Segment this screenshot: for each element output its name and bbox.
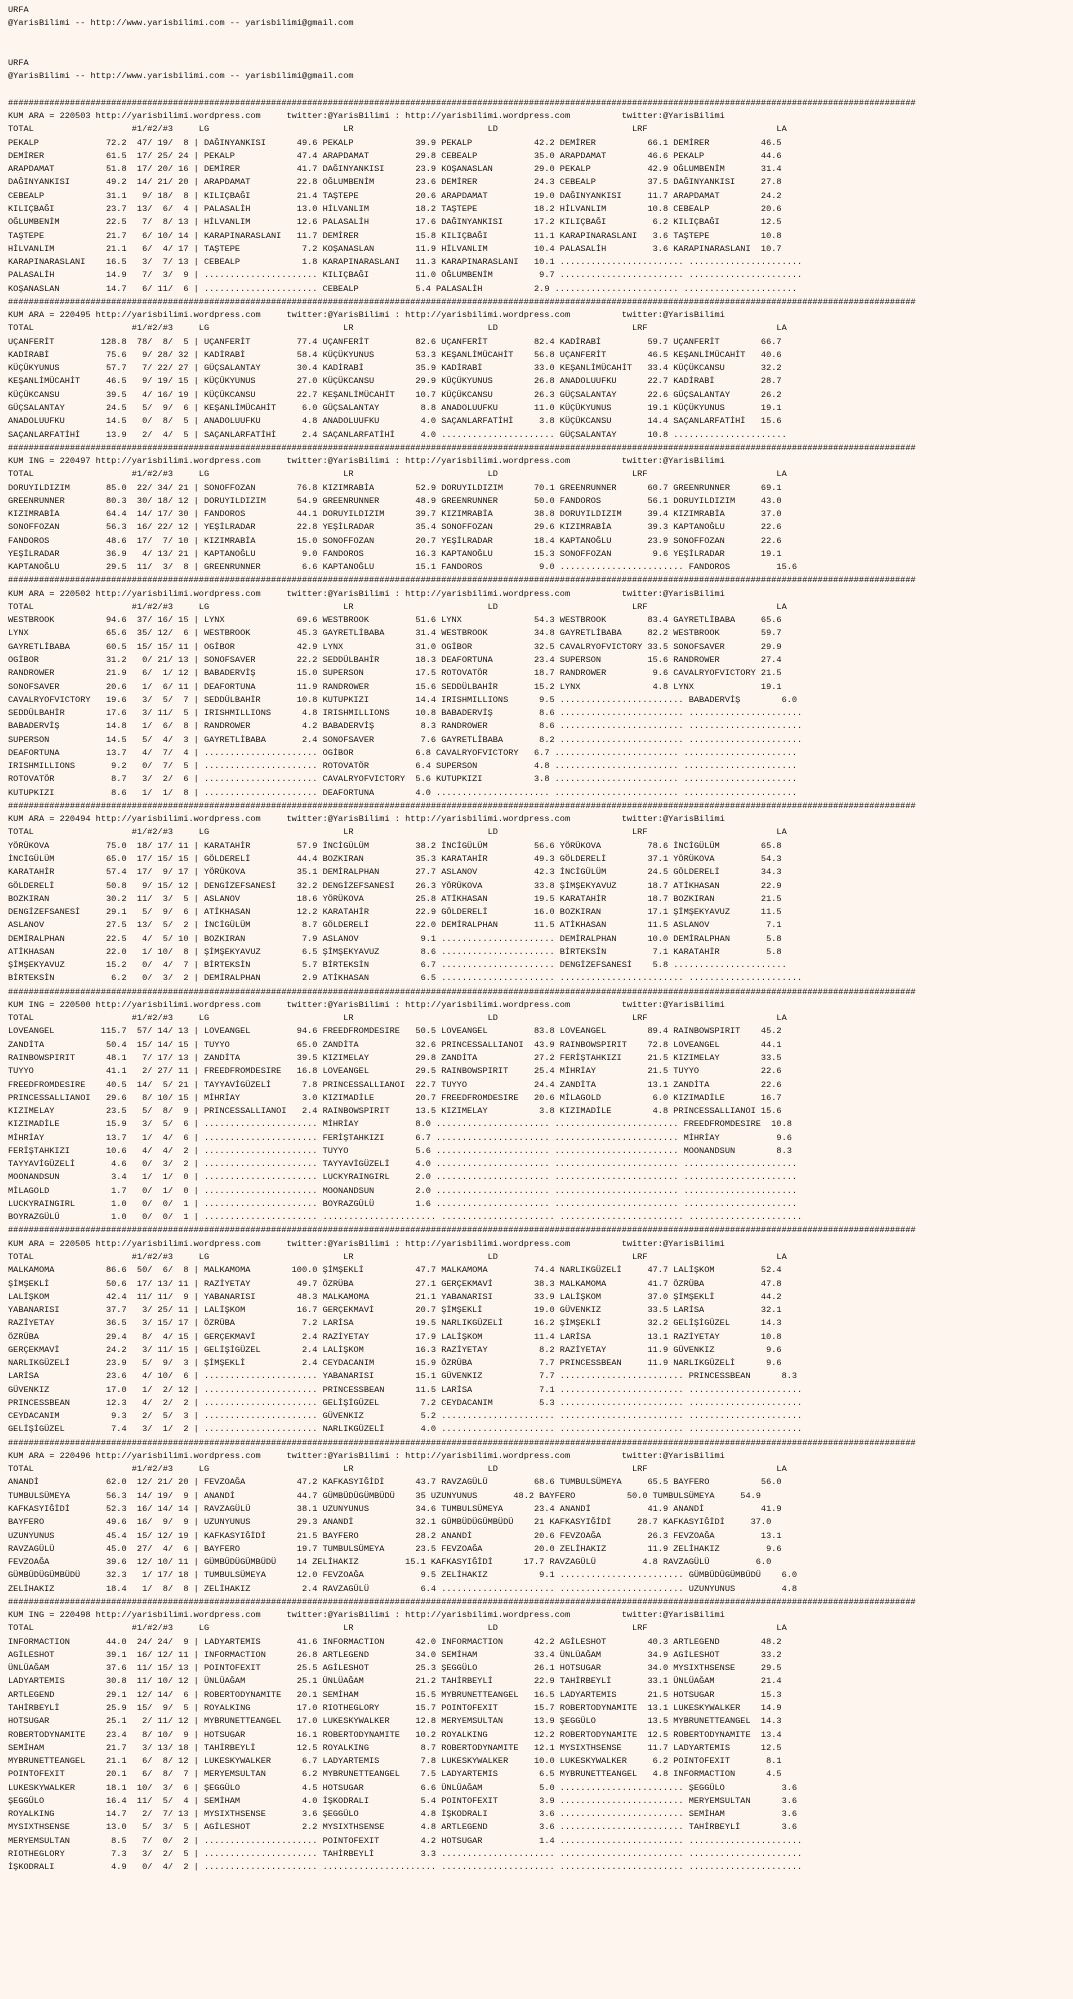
text-line: TOTAL #1/#2/#3 LG LR LD LRF LA	[8, 124, 787, 135]
text-line: CEYDACANIM 9.3 2/ 5/ 3 | ...................... GÜVENKIZ 5.2 ...................... ........................ ......................	[8, 1411, 803, 1422]
text-line: ANANDİ 62.0 12/ 21/ 20 | FEVZOAĞA 47.2 KAFKASYIĞİDİ 43.7 RAVZAGÜLÜ 68.6 TUMBULSÜMEYA 65.5 BAYFERO 56.0	[8, 1477, 782, 1488]
text-line: LOVEANGEL 115.7 57/ 14/ 13 | LOVEANGEL 94.6 FREEDFROMDESIRE 50.5 LOVEANGEL 83.8 LOVEANGEL 89.4 RAINBOWSPIRIT 45.2	[8, 1026, 782, 1037]
text-line: KILIÇBAĞI 23.7 13/ 6/ 4 | PALASALİH 13.0 HİLVANLIM 18.2 TAŞTEPE 18.2 HİLVANLIM 10.8 CEBEALP 20.6	[8, 203, 782, 214]
text-line: TOTAL #1/#2/#3 LG LR LD LRF LA	[8, 1013, 787, 1024]
text-line: MYSIXTHSENSE 13.0 5/ 3/ 5 | AGİLESHOT 2.2 MYSIXTHSENSE 4.8 ARTLEGEND 3.6 ........................ TAHİRBEYLİ 3.6	[8, 1822, 798, 1833]
text-line: IRISHMILLIONS 9.2 0/ 7/ 5 | ...................... ROTOVATÖR 6.4 SUPERSON 4.8 ........................ ......................	[8, 761, 798, 772]
text-line: HOTSUGAR 25.1 2/ 11/ 12 | MYBRUNETTEANGEL 17.0 LUKESKYWALKER 12.8 MERYEMSULTAN 13.9 ŞEGGÜLO 13.5 MYBRUNETTEANGEL 14.3	[8, 1716, 782, 1727]
text-line: CEBEALP 31.1 9/ 18/ 8 | KILIÇBAĞI 21.4 TAŞTEPE 20.6 ARAPDAMAT 19.0 DAĞINYANKISI 11.7 ARAPDAMAT 24.2	[8, 190, 782, 201]
text-line: RIOTHEGLORY 7.3 3/ 2/ 5 | ...................... TAHİRBEYLİ 3.3 ...................... ........................ ......................	[8, 1848, 803, 1859]
text-line: SONOFFOZAN 56.3 16/ 22/ 12 | YEŞİLRADAR 22.8 YEŞİLRADAR 35.4 SONOFFOZAN 29.6 KIZIMRABİA 39.3 KAPTANOĞLU 22.6	[8, 522, 782, 533]
text-line: KEŞANLİMÜCAHİT 46.5 9/ 19/ 15 | KÜÇÜKYUNUS 27.0 KÜÇÜKCANSU 29.9 KÜÇÜKYUNUS 26.8 ANADOLUUFKU 22.7 KADİRABİ 28.7	[8, 376, 782, 387]
text-line	[8, 84, 1065, 97]
text-line: ################################################################################################################################################################################	[8, 575, 916, 586]
text-line: ROYALKING 14.7 2/ 7/ 13 | MYSIXTHSENSE 3.6 ŞEGGÜLO 4.8 İŞKODRALI 3.6 ........................ SEMİHAM 3.6	[8, 1809, 798, 1820]
text-line: KIZIMELAY 23.5 5/ 8/ 9 | PRINCESSALLIANOI 2.4 RAINBOWSPIRIT 13.5 KIZIMELAY 3.8 KIZIMADİLE 4.8 PRINCESSALLIANOI 15.6	[8, 1106, 782, 1117]
text-line: TOTAL #1/#2/#3 LG LR LD LRF LA	[8, 469, 787, 480]
text-line: RAINBOWSPIRIT 48.1 7/ 17/ 13 | ZANDİTA 39.5 KIZIMELAY 29.8 ZANDİTA 27.2 FERİŞTAHKIZI 21.5 KIZIMELAY 33.5	[8, 1052, 782, 1063]
text-line: MYBRUNETTEANGEL 21.1 6/ 8/ 12 | LUKESKYWALKER 6.7 LADYARTEMIS 7.8 LUKESKYWALKER 10.0 LUKESKYWALKER 6.2 POINTOFEXIT 8.1	[8, 1756, 782, 1767]
text-line: POINTOFEXIT 20.1 6/ 8/ 7 | MERYEMSULTAN 6.2 MYBRUNETTEANGEL 7.5 LADYARTEMIS 6.5 MYBRUNETTEANGEL 4.8 INFORMACTION 4.5	[8, 1769, 782, 1780]
text-line: GÖLDERELİ 50.8 9/ 15/ 12 | DENGİZEFSANESİ 32.2 DENGİZEFSANESİ 26.3 YÖRÜKOVA 33.8 ŞİMŞEKYAVUZ 18.7 ATİKHASAN 22.9	[8, 880, 782, 891]
text-line: URFA	[8, 5, 29, 15]
text-line: MALKAMOMA 86.6 50/ 6/ 8 | MALKAMOMA 100.0 ŞİMŞEKLİ 47.7 MALKAMOMA 74.4 NARLIKGÜZELİ 47.7 LALİŞKOM 52.4	[8, 1265, 782, 1276]
text-line: TOTAL #1/#2/#3 LG LR LD LRF LA	[8, 601, 787, 612]
text-line: DEAFORTUNA 13.7 4/ 7/ 4 | ...................... OGİBOR 6.8 CAVALRYOFVICTORY 6.7 ........................ ......................	[8, 747, 798, 758]
text-line: HİLVANLIM 21.1 6/ 4/ 17 | TAŞTEPE 7.2 KOŞANASLAN 11.9 HİLVANLIM 10.4 PALASALİH 3.6 KARAPINARASLANI 10.7	[8, 243, 782, 254]
text-line: KIZIMRABİA 64.4 14/ 17/ 30 | FANDOROS 44.1 DORUYILDIZIM 39.7 KIZIMRABİA 38.8 DORUYILDIZIM 39.4 KIZIMRABİA 37.0	[8, 509, 782, 520]
text-line: BABADERVİŞ 14.8 1/ 6/ 8 | RANDROWER 4.2 BABADERVİŞ 8.3 RANDROWER 8.6 ........................ ......................	[8, 721, 803, 732]
text-line: KUM ARA = 220505 http://yarisbilimi.wordpress.com twitter:@YarisBilimi : http://yarisbilimi.wordpress.com twitter:@YarisBilimi	[8, 1238, 725, 1249]
text-line: KÜÇÜKYUNUS 57.7 7/ 22/ 27 | GÜÇSALANTAY 30.4 KADİRABİ 35.9 KADİRABİ 33.0 KEŞANLİMÜCAHİT 33.4 KÜÇÜKCANSU 32.2	[8, 363, 782, 374]
text-line: DORUYILDIZIM 85.0 22/ 34/ 21 | SONOFFOZAN 76.8 KIZIMRABİA 52.9 DORUYILDIZIM 70.1 GREENRUNNER 60.7 GREENRUNNER 69.1	[8, 482, 782, 493]
text-line: LYNX 65.6 35/ 12/ 6 | WESTBROOK 45.3 GAYRETLİBABA 31.4 WESTBROOK 34.8 GAYRETLİBABA 82.2 WESTBROOK 59.7	[8, 628, 782, 639]
text-line: FEVZOAĞA 39.6 12/ 10/ 11 | GÜMBÜDÜGÜMBÜDÜ 14 ZELİHAKIZ 15.1 KAFKASYIĞİDİ 17.7 RAVZAGÜLÜ 4.8 RAVZAGÜLÜ 6.0	[8, 1557, 772, 1568]
text-line: WESTBROOK 94.6 37/ 16/ 15 | LYNX 69.6 WESTBROOK 51.6 LYNX 54.3 WESTBROOK 83.4 GAYRETLİBABA 65.6	[8, 615, 782, 626]
text-line: YÖRÜKOVA 75.0 18/ 17/ 11 | KARATAHİR 57.9 İNCİGÜLÜM 38.2 İNCİGÜLÜM 56.6 YÖRÜKOVA 78.6 İNCİGÜLÜM 65.8	[8, 840, 782, 851]
text-line: ARAPDAMAT 51.8 17/ 20/ 16 | DEMİRER 41.7 DAĞINYANKISI 23.9 KOŞANASLAN 29.0 PEKALP 42.9 OĞLUMBENİM 31.4	[8, 164, 782, 175]
text-line: ROTOVATÖR 8.7 3/ 2/ 6 | ...................... CAVALRYOFVICTORY 5.6 KUTUPKIZI 3.8 ........................ ......................	[8, 774, 798, 785]
text-line: @YarisBilimi -- http://www.yarisbilimi.com -- yarisbilimi@gmail.com	[8, 71, 354, 82]
text-line: TOTAL #1/#2/#3 LG LR LD LRF LA	[8, 323, 787, 334]
text-line: OGİBOR 31.2 0/ 21/ 13 | SONOFSAVER 22.2 SEDDÜLBAHİR 18.3 DEAFORTUNA 23.4 SUPERSON 15.6 RANDROWER 27.4	[8, 655, 782, 666]
text-line: KAPTANOĞLU 29.5 11/ 3/ 8 | GREENRUNNER 6.6 KAPTANOĞLU 15.1 FANDOROS 9.0 ........................ FANDOROS 15.6	[8, 562, 798, 573]
text-line: ################################################################################################################################################################################	[8, 1225, 916, 1236]
text-line: TUMBULSÜMEYA 56.3 14/ 19/ 9 | ANANDİ 44.7 GÜMBÜDÜGÜMBÜDÜ 35 UZUNYUNUS 48.2 BAYFERO 50.0 TUMBULSÜMEYA 54.9	[8, 1490, 761, 1501]
text-line: NARLIKGÜZELİ 23.9 5/ 9/ 3 | ŞİMŞEKLİ 2.4 CEYDACANIM 15.9 ÖZRÜBA 7.7 PRINCESSBEAN 11.9 NARLIKGÜZELİ 9.6	[8, 1358, 782, 1369]
text-line: FREEDFROMDESIRE 40.5 14/ 5/ 21 | TAYYAVİGÜZELİ 7.8 PRINCESSALLIANOI 22.7 TUYYO 24.4 ZANDİTA 13.1 ZANDİTA 22.6	[8, 1079, 782, 1090]
text-line: FANDOROS 48.6 17/ 7/ 10 | KIZIMRABİA 15.0 SONOFFOZAN 20.7 YEŞİLRADAR 18.4 KAPTANOĞLU 23.9 SONOFFOZAN 22.6	[8, 535, 782, 546]
text-line: SAÇANLARFATİHİ 13.9 2/ 4/ 5 | SAÇANLARFATİHİ 2.4 SAÇANLARFATİHİ 4.0 ...................... GÜÇSALANTAY 10.8 ......................	[8, 429, 787, 440]
text-line: ARTLEGEND 29.1 12/ 14/ 6 | ROBERTODYNAMITE 20.1 SEMİHAM 15.5 MYBRUNETTEANGEL 16.5 LADYARTEMIS 21.5 HOTSUGAR 15.3	[8, 1689, 782, 1700]
text-line: GÜÇSALANTAY 24.5 5/ 9/ 6 | KEŞANLİMÜCAHİT 6.0 GÜÇSALANTAY 8.8 ANADOLUUFKU 11.0 KÜÇÜKYUNUS 19.1 KÜÇÜKYUNUS 19.1	[8, 402, 782, 413]
text-line: KÜÇÜKCANSU 39.5 4/ 16/ 19 | KÜÇÜKCANSU 22.7 KEŞANLİMÜCAHİT 10.7 KÜÇÜKCANSU 26.3 GÜÇSALANTAY 22.6 GÜÇSALANTAY 26.2	[8, 389, 782, 400]
text-line: SEMİHAM 21.7 3/ 13/ 18 | TAHİRBEYLİ 12.5 ROYALKING 8.7 ROBERTODYNAMITE 12.1 MYSIXTHSENSE 11.7 LADYARTEMIS 12.5	[8, 1742, 782, 1753]
text-line: ŞİMŞEKYAVUZ 15.2 0/ 4/ 7 | BİRTEKSİN 5.7 BİRTEKSİN 6.7 ...................... DENGİZEFSANESİ 5.8 ......................	[8, 960, 787, 971]
text-line: ################################################################################################################################################################################	[8, 1437, 916, 1448]
text-line: LARİSA 23.6 4/ 10/ 6 | ...................... YABANARISI 15.1 GÜVENKIZ 7.7 ........................ PRINCESSBEAN 8.3	[8, 1371, 798, 1382]
text-line: DEMİRER 61.5 17/ 25/ 24 | PEKALP 47.4 ARAPDAMAT 29.8 CEBEALP 35.0 ARAPDAMAT 46.6 PEKALP 44.6	[8, 150, 782, 161]
text-line: YEŞİLRADAR 36.9 4/ 13/ 21 | KAPTANOĞLU 9.0 FANDOROS 16.3 KAPTANOĞLU 15.3 SONOFFOZAN 9.6 YEŞİLRADAR 19.1	[8, 548, 782, 559]
text-line: KADİRABİ 75.6 9/ 28/ 32 | KADİRABİ 58.4 KÜÇÜKYUNUS 53.3 KEŞANLİMÜCAHİT 56.8 UÇANFERİT 46.5 KEŞANLİMÜCAHİT 40.6	[8, 349, 782, 360]
text-line: RAZİYETAY 36.5 3/ 15/ 17 | ÖZRÜBA 7.2 LARİSA 19.5 NARLIKGÜZELİ 16.2 ŞİMŞEKLİ 32.2 GELİŞİGÜZEL 14.3	[8, 1318, 782, 1329]
text-line: KIZIMADİLE 15.9 3/ 5/ 6 | ...................... MİHRİAY 8.0 ...................... ........................ FREEDFROMDESIRE 10.8	[8, 1119, 792, 1130]
text-line: RAVZAGÜLÜ 45.0 27/ 4/ 6 | BAYFERO 19.7 TUMBULSÜMEYA 23.5 FEVZOAĞA 20.0 ZELİHAKIZ 11.9 ZELİHAKIZ 9.6	[8, 1543, 782, 1554]
text-line: KOŞANASLAN 14.7 6/ 11/ 6 | ...................... CEBEALP 5.4 PALASALİH 2.9 ........................ ......................	[8, 283, 798, 294]
text-line: BOZKIRAN 30.2 11/ 3/ 5 | ASLANOV 18.6 YÖRÜKOVA 25.8 ATİKHASAN 19.5 KARATAHİR 18.7 BOZKIRAN 21.5	[8, 893, 782, 904]
text-line: ANADOLUUFKU 14.5 0/ 8/ 5 | ANADOLUUFKU 4.8 ANADOLUUFKU 4.0 SAÇANLARFATİHİ 3.8 KÜÇÜKCANSU 14.4 SAÇANLARFATİHİ 15.6	[8, 416, 782, 427]
text-line: DENGİZEFSANESİ 29.1 5/ 9/ 6 | ATİKHASAN 12.2 KARATAHİR 22.9 GÖLDERELİ 16.0 BOZKIRAN 17.1 ŞİMŞEKYAVUZ 11.5	[8, 907, 782, 918]
text-line: PEKALP 72.2 47/ 19/ 8 | DAĞINYANKISI 49.6 PEKALP 39.9 PEKALP 42.2 DEMİRER 66.1 DEMİRER 46.5	[8, 137, 782, 148]
text-line: UÇANFERİT 128.8 78/ 8/ 5 | UÇANFERİT 77.4 UÇANFERİT 82.6 UÇANFERİT 82.4 KADİRABİ 59.7 UÇANFERİT 66.7	[8, 336, 782, 347]
text-line: TAYYAVİGÜZELİ 4.6 0/ 3/ 2 | ...................... TAYYAVİGÜZELİ 4.0 ...................... ........................ ......................	[8, 1159, 798, 1170]
text-line: SONOFSAVER 20.6 1/ 6/ 11 | DEAFORTUNA 11.9 RANDROWER 15.6 SEDDÜLBAHİR 15.2 LYNX 4.8 LYNX 19.1	[8, 681, 782, 692]
text-line: ################################################################################################################################################################################	[8, 296, 916, 307]
text-line: KUM ARA = 220502 http://yarisbilimi.wordpress.com twitter:@YarisBilimi : http://yarisbilimi.wordpress.com twitter:@YarisBilimi	[8, 588, 725, 599]
text-line: PALASALİH 14.9 7/ 3/ 9 | ...................... KILIÇBAĞI 11.0 OĞLUMBENİM 9.7 ........................ ......................	[8, 270, 803, 281]
text-line: ################################################################################################################################################################################	[8, 97, 916, 108]
text-line: INFORMACTION 44.0 24/ 24/ 9 | LADYARTEMIS 41.6 INFORMACTION 42.0 INFORMACTION 42.2 AGİLESHOT 40.3 ARTLEGEND 48.2	[8, 1636, 782, 1647]
text-line: ŞEGGÜLO 16.4 11/ 5/ 4 | SEMİHAM 4.0 İŞKODRALI 5.4 POINTOFEXIT 3.9 ........................ MERYEMSULTAN 3.6	[8, 1795, 798, 1806]
text-line: FERİŞTAHKIZI 10.6 4/ 4/ 2 | ...................... TUYYO 5.6 ...................... ........................ MOONANDSUN 8.3	[8, 1145, 792, 1156]
text-line: BOYRAZGÜLÜ 1.0 0/ 0/ 1 | ...................... ...................... ...................... ........................ ......................	[8, 1212, 803, 1223]
text-line: KUM ARA = 220495 http://yarisbilimi.wordpress.com twitter:@YarisBilimi : http://yarisbilimi.wordpress.com twitter:@YarisBilimi	[8, 310, 725, 321]
text-line: GAYRETLİBABA 60.5 15/ 15/ 11 | OGİBOR 42.9 LYNX 31.0 OGİBOR 32.5 CAVALRYOFVICTORY 33.5 SONOFSAVER 29.9	[8, 641, 782, 652]
text-line: ATİKHASAN 22.0 1/ 10/ 8 | ŞİMŞEKYAVUZ 6.5 ŞİMŞEKYAVUZ 8.6 ...................... BİRTEKSİN 7.1 KARATAHİR 5.8	[8, 946, 782, 957]
text-line: SUPERSON 14.5 5/ 4/ 3 | GAYRETLİBABA 2.4 SONOFSAVER 7.6 GAYRETLİBABA 8.2 ........................ ......................	[8, 734, 803, 745]
text-line: MERYEMSULTAN 8.5 7/ 0/ 2 | ...................... POINTOFEXIT 4.2 HOTSUGAR 1.4 ........................ ......................	[8, 1835, 803, 1846]
text-line: ZANDİTA 50.4 15/ 14/ 15 | TUYYO 65.0 ZANDİTA 32.6 PRINCESSALLIANOI 43.9 RAINBOWSPIRIT 72.8 LOVEANGEL 44.1	[8, 1039, 782, 1050]
text-line: ################################################################################################################################################################################	[8, 442, 916, 453]
text-line: KUM ARA = 220496 http://yarisbilimi.wordpress.com twitter:@YarisBilimi : http://yarisbilimi.wordpress.com twitter:@YarisBilimi	[8, 1450, 725, 1461]
text-line: KARATAHİR 57.4 17/ 9/ 17 | YÖRÜKOVA 35.1 DEMİRALPHAN 27.7 ASLANOV 42.3 İNCİGÜLÜM 24.5 GÖLDERELİ 34.3	[8, 867, 782, 878]
text-line: YABANARISI 37.7 3/ 25/ 11 | LALİŞKOM 16.7 GERÇEKMAVİ 20.7 ŞİMŞEKLİ 19.0 GÜVENKIZ 33.5 LARİSA 32.1	[8, 1305, 782, 1316]
text-line: MİLAGOLD 1.7 0/ 1/ 0 | ...................... MOONANDSUN 2.0 ...................... ........................ ......................	[8, 1185, 798, 1196]
text-line: TAŞTEPE 21.7 6/ 10/ 14 | KARAPINARASLANI 11.7 DEMİRER 15.8 KILIÇBAĞI 11.1 KARAPINARASLANI 3.6 TAŞTEPE 10.8	[8, 230, 782, 241]
text-line: LALİŞKOM 42.4 11/ 11/ 9 | YABANARISI 48.3 MALKAMOMA 21.1 YABANARISI 33.9 LALİŞKOM 37.0 ŞİMŞEKLİ 44.2	[8, 1291, 782, 1302]
text-line: TAHİRBEYLİ 25.9 15/ 9/ 5 | ROYALKING 17.0 RIOTHEGLORY 15.7 POINTOFEXIT 15.7 ROBERTODYNAMITE 13.1 LUKESKYWALKER 14.9	[8, 1703, 782, 1713]
text-line: UZUNYUNUS 45.4 15/ 12/ 19 | KAFKASYIĞİDİ 21.5 BAYFERO 28.2 ANANDİ 20.6 FEVZOAĞA 26.3 FEVZOAĞA 13.1	[8, 1530, 782, 1541]
text-line: KUTUPKIZI 8.6 1/ 1/ 8 | ...................... DEAFORTUNA 4.0 ...................... ........................ ......................	[8, 787, 798, 798]
text-line: GÜMBÜDÜGÜMBÜDÜ 32.3 1/ 17/ 18 | TUMBULSÜMEYA 12.0 FEVZOAĞA 9.5 ZELİHAKIZ 9.1 ........................ GÜMBÜDÜGÜMBÜDÜ 6.0	[8, 1570, 798, 1581]
text-line: TOTAL #1/#2/#3 LG LR LD LRF LA	[8, 827, 787, 838]
text-line: BAYFERO 49.6 16/ 9/ 9 | UZUNYUNUS 29.3 ANANDİ 32.1 GÜMBÜDÜGÜMBÜDÜ 21 KAFKASYIĞİDİ 28.7 KAFKASYIĞİDİ 37.0	[8, 1517, 772, 1528]
text-line: TUYYO 41.1 2/ 27/ 11 | FREEDFROMDESIRE 16.8 LOVEANGEL 29.5 RAINBOWSPIRIT 25.4 MİHRİAY 21.5 TUYYO 22.6	[8, 1066, 782, 1077]
text-line: BİRTEKSİN 6.2 0/ 3/ 2 | DEMİRALPHAN 2.9 ATİKHASAN 6.5 ...................... ........................ ......................	[8, 973, 803, 984]
text-line: ZELİHAKIZ 18.4 1/ 8/ 8 | ZELİHAKIZ 2.4 RAVZAGÜLÜ 6.4 ...................... ........................ UZUNYUNUS 4.8	[8, 1583, 798, 1594]
text-line: KUM ING = 220498 http://yarisbilimi.wordpress.com twitter:@YarisBilimi : http://yarisbilimi.wordpress.com twitter:@YarisBilimi	[8, 1610, 725, 1621]
text-line: LUKESKYWALKER 18.1 10/ 3/ 6 | ŞEGGÜLO 4.5 HOTSUGAR 6.6 ÜNLÜAĞAM 5.0 ........................ ŞEGGÜLO 3.6	[8, 1782, 798, 1793]
text-line: KARAPINARASLANI 16.5 3/ 7/ 13 | CEBEALP 1.8 KARAPINARASLANI 11.3 KARAPINARASLANI 10.1 ........................ ......................	[8, 257, 803, 268]
text-line: TOTAL #1/#2/#3 LG LR LD LRF LA	[8, 1623, 787, 1634]
text-line: KUM ING = 220500 http://yarisbilimi.wordpress.com twitter:@YarisBilimi : http://yarisbilimi.wordpress.com twitter:@YarisBilimi	[8, 999, 725, 1010]
text-line: ################################################################################################################################################################################	[8, 986, 916, 997]
text-line: MOONANDSUN 3.4 1/ 1/ 0 | ...................... LUCKYRAINGIRL 2.0 ...................... ........................ ......................	[8, 1172, 798, 1183]
text-line: PRINCESSALLIANOI 29.6 8/ 10/ 15 | MİHRİAY 3.0 KIZIMADİLE 20.7 FREEDFROMDESIRE 20.6 MİLAGOLD 6.0 KIZIMADİLE 16.7	[8, 1092, 782, 1103]
text-line	[8, 31, 1065, 44]
text-line: KAFKASYIĞİDİ 52.3 16/ 14/ 14 | RAVZAGÜLÜ 38.1 UZUNYUNUS 34.6 TUMBULSÜMEYA 23.4 ANANDİ 41.9 ANANDİ 41.9	[8, 1504, 782, 1515]
text-line: ASLANOV 27.5 13/ 5/ 2 | İNCİGÜLÜM 8.7 GÖLDERELİ 22.0 DEMİRALPHAN 11.5 ATİKHASAN 11.5 ASLANOV 7.1	[8, 920, 782, 931]
text-line	[8, 44, 1065, 57]
text-line: LUCKYRAINGIRL 1.0 0/ 0/ 1 | ...................... BOYRAZGÜLÜ 1.6 ...................... ........................ ......................	[8, 1198, 798, 1209]
text-line: TOTAL #1/#2/#3 LG LR LD LRF LA	[8, 1251, 787, 1262]
text-line: PRINCESSBEAN 12.3 4/ 2/ 2 | ...................... GELİŞİGÜZEL 7.2 CEYDACANIM 5.3 ........................ ......................	[8, 1397, 803, 1408]
text-line: URFA	[8, 58, 29, 69]
text-line: @YarisBilimi -- http://www.yarisbilimi.com -- yarisbilimi@gmail.com	[8, 18, 354, 29]
text-line: ################################################################################################################################################################################	[8, 800, 916, 811]
text-line: ################################################################################################################################################################################	[8, 1596, 916, 1607]
text-line: AGİLESHOT 39.1 16/ 12/ 11 | INFORMACTION 26.8 ARTLEGEND 34.0 SEMİHAM 33.4 ÜNLÜAĞAM 34.9 AGİLESHOT 33.2	[8, 1649, 782, 1660]
text-line: DAĞINYANKISI 49.2 14/ 21/ 20 | ARAPDAMAT 22.8 OĞLUMBENİM 23.6 DEMİRER 24.3 CEBEALP 37.5 DAĞINYANKISI 27.8	[8, 177, 782, 188]
text-line: RANDROWER 21.9 6/ 1/ 12 | BABADERVİŞ 15.0 SUPERSON 17.5 ROTOVATÖR 18.7 RANDROWER 9.6 CAVALRYOFVICTORY 21.5	[8, 668, 782, 679]
text-line: KUM ARA = 220494 http://yarisbilimi.wordpress.com twitter:@YarisBilimi : http://yarisbilimi.wordpress.com twitter:@YarisBilimi	[8, 814, 725, 825]
text-line: ÖZRÜBA 29.4 8/ 4/ 15 | GERÇEKMAVİ 2.4 RAZİYETAY 17.9 LALİŞKOM 11.4 LARİSA 13.1 RAZİYETAY 10.8	[8, 1331, 782, 1342]
text-line: İNCİGÜLÜM 65.0 17/ 15/ 15 | GÖLDERELİ 44.4 BOZKIRAN 35.3 KARATAHİR 49.3 GÖLDERELİ 37.1 YÖRÜKOVA 54.3	[8, 854, 782, 864]
text-line: ŞİMŞEKLİ 50.6 17/ 13/ 11 | RAZİYETAY 49.7 ÖZRÜBA 27.1 GERÇEKMAVİ 38.3 MALKAMOMA 41.7 ÖZRÜBA 47.8	[8, 1278, 782, 1289]
text-line: LADYARTEMIS 30.8 11/ 10/ 12 | ÜNLÜAĞAM 25.1 ÜNLÜAĞAM 21.2 TAHİRBEYLİ 22.9 TAHİRBEYLİ 33.1 ÜNLÜAĞAM 21.4	[8, 1676, 782, 1687]
text-line: GERÇEKMAVİ 24.2 3/ 11/ 15 | GELİŞİGÜZEL 2.4 LALİŞKOM 16.3 RAZİYETAY 8.2 RAZİYETAY 11.9 GÜVENKIZ 9.6	[8, 1344, 782, 1355]
text-line: DEMİRALPHAN 22.5 4/ 5/ 10 | BOZKIRAN 7.9 ASLANOV 9.1 ...................... DEMİRALPHAN 10.0 DEMİRALPHAN 5.8	[8, 933, 782, 944]
text-line: ROBERTODYNAMITE 23.4 8/ 10/ 9 | HOTSUGAR 16.1 ROBERTODYNAMITE 10.2 ROYALKING 12.2 ROBERTODYNAMITE 12.5 ROBERTODYNAMITE 13.4	[8, 1729, 782, 1740]
text-line: KUM ING = 220497 http://yarisbilimi.wordpress.com twitter:@YarisBilimi : http://yarisbilimi.wordpress.com twitter:@YarisBilimi	[8, 456, 725, 467]
text-line: TOTAL #1/#2/#3 LG LR LD LRF LA	[8, 1464, 787, 1475]
text-line: İŞKODRALI 4.9 0/ 4/ 2 | ...................... ...................... ...................... ........................ ......................	[8, 1862, 803, 1873]
text-line: ÜNLÜAĞAM 37.6 11/ 15/ 13 | POINTOFEXIT 25.5 AGİLESHOT 25.3 ŞEGGÜLO 26.1 HOTSUGAR 34.0 MYSIXTHSENSE 29.5	[8, 1663, 782, 1674]
text-line: MİHRİAY 13.7 1/ 4/ 6 | ...................... FERİŞTAHKIZI 6.7 ...................... ........................ MİHRİAY 9.6	[8, 1132, 792, 1143]
text-line: GÜVENKIZ 17.0 1/ 2/ 12 | ...................... PRINCESSBEAN 11.5 LARİSA 7.1 ........................ ......................	[8, 1384, 803, 1395]
text-line: GREENRUNNER 80.3 30/ 18/ 12 | DORUYILDIZIM 54.9 GREENRUNNER 48.9 GREENRUNNER 50.0 FANDOROS 56.1 DORUYILDIZIM 43.0	[8, 495, 782, 506]
text-line: SEDDÜLBAHİR 17.6 3/ 11/ 5 | IRISHMILLIONS 4.8 IRISHMILLIONS 10.8 BABADERVİŞ 8.6 ........................ ......................	[8, 708, 803, 719]
text-line: GELİŞİGÜZEL 7.4 3/ 1/ 2 | ...................... NARLIKGÜZELİ 4.0 ...................... ........................ ......................	[8, 1424, 803, 1435]
text-line: OĞLUMBENİM 22.5 7/ 8/ 13 | HİLVANLIM 12.6 PALASALİH 17.6 DAĞINYANKISI 17.2 KILIÇBAĞI 6.2 KILIÇBAĞI 12.5	[8, 217, 782, 228]
text-line: CAVALRYOFVICTORY 19.6 3/ 5/ 7 | SEDDÜLBAHİR 10.8 KUTUPKIZI 14.4 IRISHMILLIONS 9.5 ........................ BABADERVİŞ 6.0	[8, 694, 798, 705]
text-line: KUM ARA = 220503 http://yarisbilimi.wordpress.com twitter:@YarisBilimi : http://yarisbilimi.wordpress.com twitter:@YarisBilimi	[8, 111, 725, 122]
